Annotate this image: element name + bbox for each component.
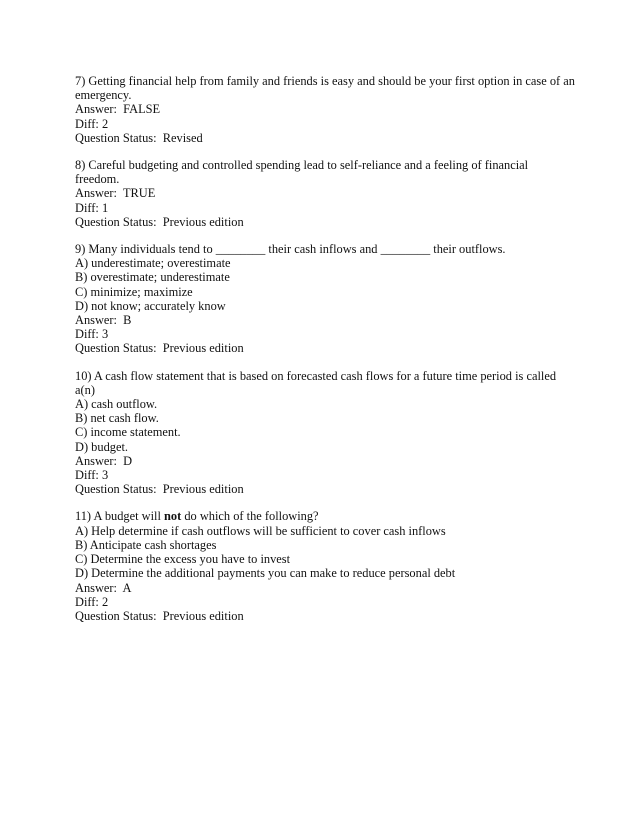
answer-option: D) Determine the additional payments you can make to reduce personal debt — [75, 566, 456, 581]
question-stem: 9) Many individuals tend to ________ their cash inflows and ________ their outflows. — [75, 242, 506, 257]
question-stem: 7) Getting financial help from family and friends is easy and should be your first option in case of an emergency. — [75, 74, 575, 103]
question-stem — [75, 509, 575, 523]
answer-option: A) cash outflow. — [75, 397, 158, 412]
answer-option: C) Determine the excess you have to invest — [75, 552, 291, 567]
answer-option: A) underestimate; overestimate — [75, 256, 231, 271]
question-status-line: Question Status: Previous edition — [75, 482, 244, 497]
question-stem-start: 11) A budget will — [75, 509, 165, 524]
answer-option: C) minimize; maximize — [75, 284, 193, 299]
question-stem-emphasis: not — [164, 509, 182, 524]
question-7 — [75, 74, 575, 145]
answer-option: B) net cash flow. — [75, 411, 159, 426]
difficulty-line: Diff: 2 — [75, 116, 109, 131]
answer-option: B) overestimate; underestimate — [75, 270, 230, 285]
question-stem-end: do which of the following? — [181, 509, 319, 524]
answer-option: B) Anticipate cash shortages — [75, 537, 217, 552]
question-status-line: Question Status: Previous edition — [75, 341, 244, 356]
question-stem: 10) A cash flow statement that is based on forecasted cash flows for a future time period is called a(n) — [75, 368, 557, 397]
answer-option: C) income statement. — [75, 425, 181, 440]
question-9 — [75, 242, 575, 356]
answer-line: Answer: FALSE — [75, 102, 161, 117]
difficulty-line: Diff: 3 — [75, 327, 109, 342]
answer-option: A) Help determine if cash outflows will be sufficient to cover cash inflows — [75, 523, 446, 538]
question-status-line: Question Status: Revised — [75, 130, 203, 145]
answer-line: Answer: D — [75, 453, 133, 468]
answer-option: D) budget. — [75, 439, 128, 454]
answer-line: Answer: A — [75, 580, 132, 595]
question-8 — [75, 158, 575, 229]
question-11 — [75, 509, 575, 623]
difficulty-line: Diff: 1 — [75, 200, 109, 215]
question-stem: 8) Careful budgeting and controlled spending lead to self-reliance and a feeling of financial freedom. — [75, 158, 529, 187]
question-status-line: Question Status: Previous edition — [75, 608, 244, 623]
answer-line: Answer: B — [75, 313, 132, 328]
answer-option: D) not know; accurately know — [75, 298, 226, 313]
question-list — [75, 74, 575, 636]
question-status-line: Question Status: Previous edition — [75, 214, 244, 229]
difficulty-line: Diff: 2 — [75, 594, 109, 609]
answer-line: Answer: TRUE — [75, 186, 156, 201]
question-10 — [75, 369, 575, 497]
difficulty-line: Diff: 3 — [75, 468, 109, 483]
